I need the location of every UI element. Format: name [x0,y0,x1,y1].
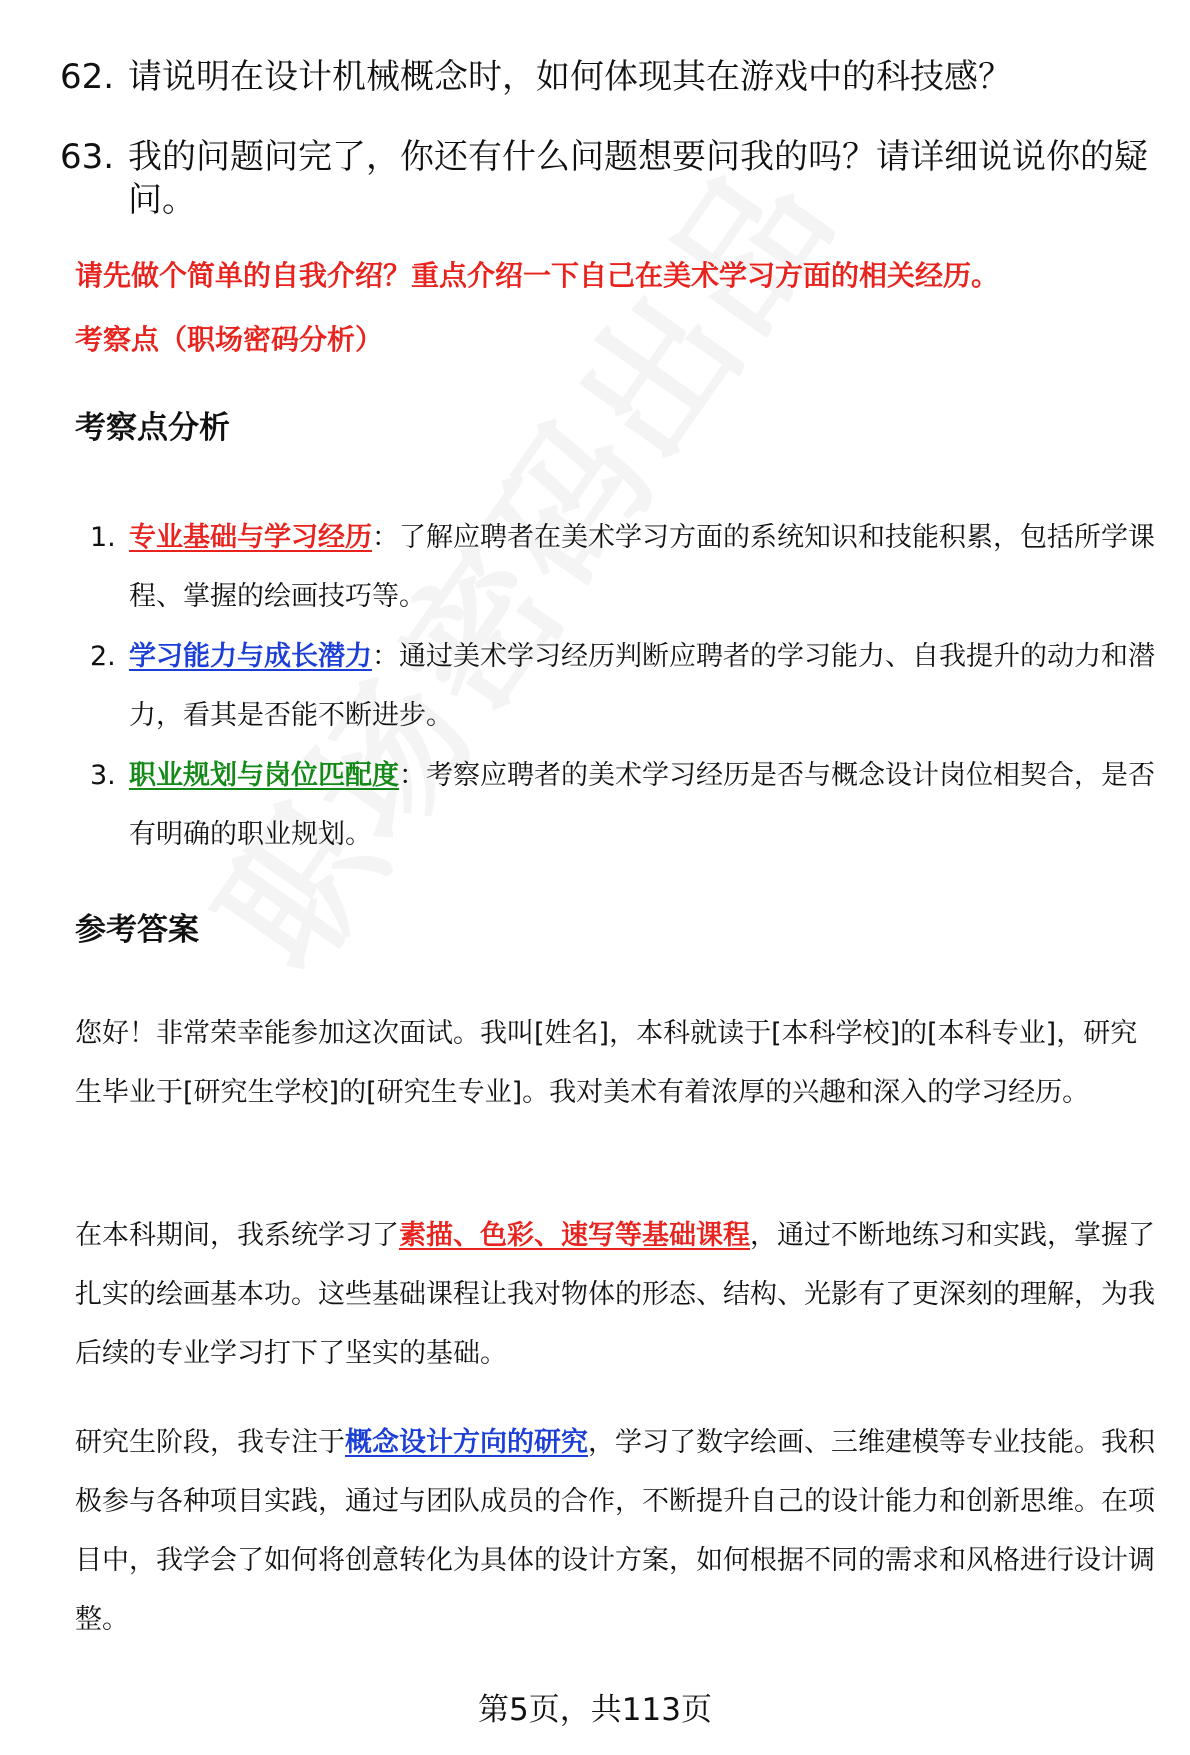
paragraph-text: ，通过不断地练习和实践，掌握了扎实的绘画基本功。这些基础课程让我对物体的形态、结构、光影有了更深刻的理解，为我后续的专业学习打下了坚实的基础。 [75,1220,1155,1369]
page-footer: 第5页，共113页 [478,1692,712,1728]
analysis-points-list [90,508,1155,865]
question-63 [60,136,1150,222]
highlight-text: 概念设计方向的研究 [345,1427,588,1458]
question-text: 请说明在设计机械概念时，如何体现其在游戏中的科技感？ [128,57,1012,97]
analysis-point [90,627,1155,745]
point-separator: ： [372,522,399,553]
focus-label: 考察点（职场密码分析） [75,323,384,356]
point-separator: ： [399,760,426,791]
analysis-point [90,508,1155,626]
point-text: 通过美术学习经历判断应聘者的学习能力、自我提升的动力和潜力，看其是否能不断进步。 [129,641,1155,731]
answer-heading: 参考答案 [75,912,199,948]
point-number: 1. [90,522,116,553]
analysis-heading: 考察点分析 [75,410,230,446]
point-number: 3. [90,760,116,791]
point-title: 学习能力与成长潜力 [129,641,372,672]
highlight-text: 素描、色彩、速写等基础课程 [399,1220,750,1251]
point-title: 职业规划与岗位匹配度 [129,760,399,791]
paragraph-text: 在本科期间，我系统学习了 [75,1220,399,1251]
paragraph-text: 研究生阶段，我专注于 [75,1427,345,1458]
point-number: 2. [90,641,116,672]
point-title: 专业基础与学习经历 [129,522,372,553]
point-body [129,508,1155,626]
question-number: 63. [60,137,115,177]
answer-paragraph-intro: 您好！非常荣幸能参加这次面试。我叫[姓名]，本科就读于[本科学校]的[本科专业]，研究生毕业于[研究生学校]的[研究生专业]。我对美术有着浓厚的兴趣和深入的学习经历。 [75,1018,1138,1108]
point-body [129,627,1155,745]
question-text: 我的问题问完了，你还有什么问题想要问我的吗？请详细说说你的疑问。 [128,137,1148,220]
point-body [129,746,1155,864]
question-62 [60,56,1150,99]
answer-paragraph-undergrad [75,1206,1155,1383]
main-question: 请先做个简单的自我介绍？重点介绍一下自己在美术学习方面的相关经历。 [75,259,1000,292]
point-text: 考察应聘者的美术学习经历是否与概念设计岗位相契合，是否有明确的职业规划。 [129,760,1155,850]
point-text: 了解应聘者在美术学习方面的系统知识和技能积累，包括所学课程、掌握的绘画技巧等。 [129,522,1155,612]
paragraph-text: ，学习了数字绘画、三维建模等专业技能。我积极参与各种项目实践，通过与团队成员的合作，不断提升自己的设计能力和创新思维。在项目中，我学会了如何将创意转化为具体的设计方案，如何根据不同的需求和风格进行设计调整。 [75,1427,1155,1635]
question-number: 62. [60,57,115,97]
point-separator: ： [372,641,399,672]
answer-paragraph-graduate [75,1413,1155,1649]
analysis-point [90,746,1155,864]
